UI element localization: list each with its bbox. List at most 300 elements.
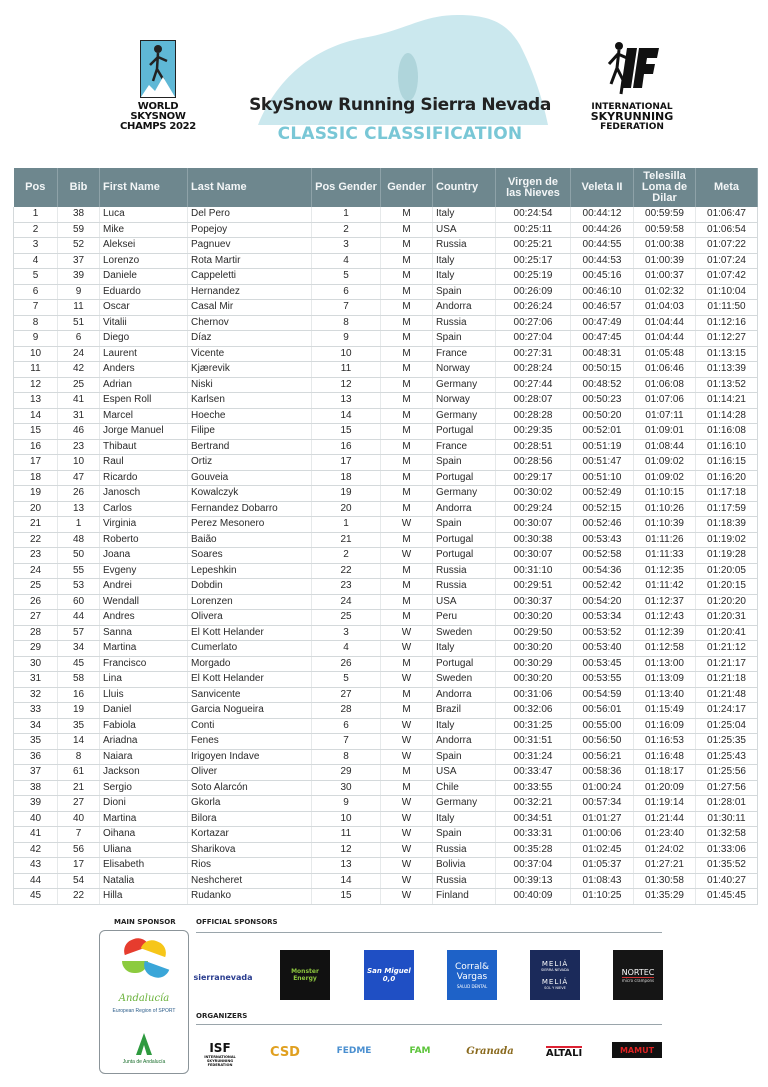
cell-pos: 23 [14, 548, 58, 564]
cell-veleta-ii: 00:53:34 [571, 610, 634, 626]
cell-meta: 01:40:27 [696, 873, 758, 889]
cell-bib: 14 [58, 734, 100, 750]
cell-telesilla: 01:19:14 [634, 796, 696, 812]
cell-first-name: Diego [100, 331, 188, 347]
cell-country: Portugal [433, 532, 496, 548]
cell-telesilla: 01:04:03 [634, 300, 696, 316]
main-sponsor-box [99, 930, 189, 1074]
cell-pos: 1 [14, 207, 58, 222]
col-header-virgen-de-las-nieves[interactable]: Virgen de las Nieves [496, 168, 571, 207]
cell-virgen-de-las-nieves: 00:30:29 [496, 656, 571, 672]
cell-meta: 01:27:56 [696, 780, 758, 796]
cell-bib: 22 [58, 889, 100, 905]
table-row [14, 532, 758, 548]
table-row [14, 315, 758, 331]
cell-meta: 01:20:41 [696, 625, 758, 641]
organizers-divider [196, 1024, 662, 1025]
table-row [14, 734, 758, 750]
cell-virgen-de-las-nieves: 00:39:13 [496, 873, 571, 889]
cell-veleta-ii: 00:44:53 [571, 253, 634, 269]
cell-first-name: Lorenzo [100, 253, 188, 269]
cell-last-name: Popejoy [188, 222, 312, 238]
cell-pos: 17 [14, 455, 58, 471]
cell-first-name: Andrei [100, 579, 188, 595]
cell-virgen-de-las-nieves: 00:33:31 [496, 827, 571, 843]
cell-country: Spain [433, 284, 496, 300]
organizer-isf[interactable] [198, 1030, 242, 1078]
table-row [14, 718, 758, 734]
cell-meta: 01:20:05 [696, 563, 758, 579]
cell-veleta-ii: 00:58:36 [571, 765, 634, 781]
cell-gender: W [381, 641, 433, 657]
cell-meta: 01:25:43 [696, 749, 758, 765]
table-row [14, 470, 758, 486]
cell-country: Italy [433, 269, 496, 285]
cell-meta: 01:21:18 [696, 672, 758, 688]
cell-pos-gender: 1 [312, 207, 381, 222]
cell-virgen-de-las-nieves: 00:29:17 [496, 470, 571, 486]
cell-first-name: Ariadna [100, 734, 188, 750]
cell-country: Italy [433, 811, 496, 827]
cell-pos-gender: 28 [312, 703, 381, 719]
cell-pos: 13 [14, 393, 58, 409]
table-row [14, 238, 758, 254]
cell-pos: 33 [14, 703, 58, 719]
cell-bib: 59 [58, 222, 100, 238]
cell-pos: 40 [14, 811, 58, 827]
cell-pos-gender: 12 [312, 377, 381, 393]
cell-last-name: Rudanko [188, 889, 312, 905]
cell-virgen-de-las-nieves: 00:28:51 [496, 439, 571, 455]
cell-pos-gender: 8 [312, 315, 381, 331]
table-row [14, 811, 758, 827]
organizer-fedme[interactable] [330, 1030, 378, 1072]
cell-last-name: Ortiz [188, 455, 312, 471]
cell-last-name: Gkorla [188, 796, 312, 812]
cell-veleta-ii: 00:50:20 [571, 408, 634, 424]
csd-logo: CSD [270, 1044, 300, 1060]
table-row [14, 703, 758, 719]
cell-country: Italy [433, 641, 496, 657]
cell-virgen-de-las-nieves: 00:30:07 [496, 548, 571, 564]
cell-last-name: Cumerlato [188, 641, 312, 657]
cell-veleta-ii: 00:54:20 [571, 594, 634, 610]
cell-virgen-de-las-nieves: 00:33:55 [496, 780, 571, 796]
cell-telesilla: 01:15:49 [634, 703, 696, 719]
cell-pos-gender: 14 [312, 408, 381, 424]
cell-gender: M [381, 455, 433, 471]
cell-country: Spain [433, 455, 496, 471]
sponsor-nortec[interactable] [613, 950, 663, 1000]
page-subtitle: CLASSIC CLASSIFICATION [277, 124, 523, 144]
cell-telesilla: 01:11:33 [634, 548, 696, 564]
cell-last-name: Perez Mesonero [188, 517, 312, 533]
cell-pos-gender: 7 [312, 734, 381, 750]
cell-pos-gender: 4 [312, 253, 381, 269]
cell-first-name: Luca [100, 207, 188, 222]
cell-telesilla: 01:23:40 [634, 827, 696, 843]
cell-veleta-ii: 00:52:42 [571, 579, 634, 595]
logo-line-skysnow: SKYSNOW [130, 111, 186, 122]
cell-telesilla: 01:16:09 [634, 718, 696, 734]
cell-telesilla: 01:12:35 [634, 563, 696, 579]
cell-meta: 01:17:18 [696, 486, 758, 502]
cell-gender: W [381, 858, 433, 874]
table-row [14, 765, 758, 781]
table-row [14, 656, 758, 672]
granada-logo: Granada [466, 1045, 514, 1057]
cell-meta: 01:20:31 [696, 610, 758, 626]
cell-pos-gender: 30 [312, 780, 381, 796]
cell-bib: 7 [58, 827, 100, 843]
cell-country: Brazil [433, 703, 496, 719]
cell-veleta-ii: 00:44:12 [571, 207, 634, 222]
cell-country: Portugal [433, 470, 496, 486]
cell-pos-gender: 6 [312, 284, 381, 300]
cell-pos: 26 [14, 594, 58, 610]
cell-gender: M [381, 532, 433, 548]
cell-veleta-ii: 00:54:36 [571, 563, 634, 579]
cell-telesilla: 01:06:08 [634, 377, 696, 393]
page-header [0, 0, 768, 165]
cell-country: Andorra [433, 300, 496, 316]
col-header-pos[interactable]: Pos [14, 168, 58, 207]
cell-first-name: Janosch [100, 486, 188, 502]
cell-pos: 36 [14, 749, 58, 765]
cell-last-name: Conti [188, 718, 312, 734]
cell-pos-gender: 2 [312, 548, 381, 564]
organizer-fam[interactable] [396, 1030, 444, 1072]
col-header-telesilla[interactable]: Telesilla Loma de Dilar [634, 168, 696, 207]
cell-virgen-de-las-nieves: 00:30:07 [496, 517, 571, 533]
organizer-altali[interactable] [538, 1037, 590, 1067]
cell-meta: 01:20:20 [696, 594, 758, 610]
cell-last-name: Fernandez Dobarro [188, 501, 312, 517]
cell-last-name: El Kott Helander [188, 672, 312, 688]
table-row [14, 408, 758, 424]
cell-veleta-ii: 00:54:59 [571, 687, 634, 703]
table-row [14, 873, 758, 889]
cell-last-name: Díaz [188, 331, 312, 347]
col-header-meta[interactable]: Meta [696, 168, 758, 207]
cell-veleta-ii: 00:45:16 [571, 269, 634, 285]
cell-gender: W [381, 796, 433, 812]
cell-country: Italy [433, 207, 496, 222]
cell-first-name: Aleksei [100, 238, 188, 254]
cell-veleta-ii: 00:50:15 [571, 362, 634, 378]
cell-virgen-de-las-nieves: 00:27:04 [496, 331, 571, 347]
organizer-csd[interactable] [258, 1037, 312, 1067]
cell-gender: M [381, 300, 433, 316]
cell-country: Russia [433, 873, 496, 889]
cell-telesilla: 01:06:46 [634, 362, 696, 378]
cell-first-name: Raul [100, 455, 188, 471]
cell-first-name: Uliana [100, 842, 188, 858]
cell-first-name: Espen Roll [100, 393, 188, 409]
cell-veleta-ii: 00:44:26 [571, 222, 634, 238]
cell-meta: 01:07:42 [696, 269, 758, 285]
cell-gender: M [381, 408, 433, 424]
cell-veleta-ii: 01:00:06 [571, 827, 634, 843]
cell-pos: 18 [14, 470, 58, 486]
col-header-gender[interactable]: Gender [381, 168, 433, 207]
cell-first-name: Thibaut [100, 439, 188, 455]
cell-telesilla: 01:10:15 [634, 486, 696, 502]
cell-last-name: Hernandez [188, 284, 312, 300]
cell-gender: M [381, 470, 433, 486]
cell-bib: 35 [58, 718, 100, 734]
table-row [14, 269, 758, 285]
col-header-last-name[interactable]: Last Name [188, 168, 312, 207]
cell-pos: 10 [14, 346, 58, 362]
fam-logo: FAM [409, 1046, 431, 1056]
cell-first-name: Daniele [100, 269, 188, 285]
sponsor-monster-energy[interactable] [280, 950, 330, 1000]
cell-pos: 25 [14, 579, 58, 595]
cell-bib: 1 [58, 517, 100, 533]
cell-first-name: Marcel [100, 408, 188, 424]
cell-telesilla: 01:07:11 [634, 408, 696, 424]
cell-gender: W [381, 827, 433, 843]
cell-last-name: Soto Alarcón [188, 780, 312, 796]
cell-veleta-ii: 00:57:34 [571, 796, 634, 812]
table-row [14, 222, 758, 238]
cell-gender: M [381, 610, 433, 626]
cell-gender: M [381, 563, 433, 579]
cell-pos-gender: 10 [312, 811, 381, 827]
cell-telesilla: 01:07:06 [634, 393, 696, 409]
cell-virgen-de-las-nieves: 00:25:17 [496, 253, 571, 269]
cell-virgen-de-las-nieves: 00:27:44 [496, 377, 571, 393]
fedme-logo: FEDME [336, 1046, 372, 1056]
cell-meta: 01:35:52 [696, 858, 758, 874]
cell-gender: W [381, 889, 433, 905]
cell-first-name: Dioni [100, 796, 188, 812]
cell-pos-gender: 26 [312, 656, 381, 672]
cell-pos: 22 [14, 532, 58, 548]
cell-last-name: Niski [188, 377, 312, 393]
table-row [14, 331, 758, 347]
cell-virgen-de-las-nieves: 00:30:20 [496, 610, 571, 626]
cell-virgen-de-las-nieves: 00:25:11 [496, 222, 571, 238]
melia-sub-1: SIERRA NEVADA [540, 968, 570, 972]
cell-bib: 24 [58, 346, 100, 362]
cell-country: Portugal [433, 424, 496, 440]
cell-virgen-de-las-nieves: 00:35:28 [496, 842, 571, 858]
cell-last-name: Rota Martir [188, 253, 312, 269]
cell-veleta-ii: 00:53:40 [571, 641, 634, 657]
cell-bib: 13 [58, 501, 100, 517]
sponsor-sierra-nevada[interactable] [193, 962, 253, 992]
cell-pos: 35 [14, 734, 58, 750]
cell-telesilla: 01:11:42 [634, 579, 696, 595]
col-header-pos-gender[interactable]: Pos Gender [312, 168, 381, 207]
cell-pos: 11 [14, 362, 58, 378]
cell-bib: 10 [58, 455, 100, 471]
cell-last-name: Del Pero [188, 207, 312, 222]
logo-line-skyrunning: SKYRUNNING [590, 110, 674, 123]
cell-pos: 3 [14, 238, 58, 254]
cell-pos-gender: 24 [312, 594, 381, 610]
cell-veleta-ii: 01:08:43 [571, 873, 634, 889]
cell-bib: 53 [58, 579, 100, 595]
cell-pos-gender: 25 [312, 610, 381, 626]
cell-last-name: Sanvicente [188, 687, 312, 703]
cell-veleta-ii: 00:44:55 [571, 238, 634, 254]
table-row [14, 300, 758, 316]
table-row [14, 377, 758, 393]
cell-telesilla: 01:10:26 [634, 501, 696, 517]
cell-last-name: Lepeshkin [188, 563, 312, 579]
cell-first-name: Anders [100, 362, 188, 378]
cell-gender: W [381, 811, 433, 827]
cell-country: Germany [433, 796, 496, 812]
cell-meta: 01:30:11 [696, 811, 758, 827]
san-miguel-logo: San Miguel 0,0 [367, 967, 411, 983]
cell-bib: 26 [58, 486, 100, 502]
sponsor-corral-vargas[interactable] [447, 950, 497, 1000]
cell-country: Sweden [433, 672, 496, 688]
cell-veleta-ii: 01:10:25 [571, 889, 634, 905]
corral-vargas-sub: SALUD DENTAL [456, 983, 488, 989]
results-table [13, 168, 758, 905]
cell-pos-gender: 23 [312, 579, 381, 595]
cell-last-name: Chernov [188, 315, 312, 331]
cell-last-name: Filipe [188, 424, 312, 440]
table-row [14, 827, 758, 843]
col-header-bib[interactable]: Bib [58, 168, 100, 207]
cell-bib: 56 [58, 842, 100, 858]
cell-pos-gender: 6 [312, 718, 381, 734]
monster-energy-logo: Monster Energy [291, 968, 319, 982]
cell-country: Spain [433, 827, 496, 843]
col-header-veleta-ii[interactable]: Veleta II [571, 168, 634, 207]
nortec-logo: NORTEC [621, 967, 655, 977]
col-header-country[interactable]: Country [433, 168, 496, 207]
cell-virgen-de-las-nieves: 00:27:31 [496, 346, 571, 362]
cell-gender: M [381, 269, 433, 285]
cell-telesilla: 01:08:44 [634, 439, 696, 455]
cell-telesilla: 01:00:39 [634, 253, 696, 269]
organizers-label: ORGANIZERS [196, 1012, 248, 1020]
cell-last-name: Hoeche [188, 408, 312, 424]
cell-virgen-de-las-nieves: 00:29:24 [496, 501, 571, 517]
cell-first-name: Lluis [100, 687, 188, 703]
sponsor-melia[interactable] [530, 950, 580, 1000]
cell-first-name: Adrian [100, 377, 188, 393]
cell-bib: 34 [58, 641, 100, 657]
cell-meta: 01:13:15 [696, 346, 758, 362]
cell-first-name: Daniel [100, 703, 188, 719]
table-row [14, 796, 758, 812]
cell-meta: 01:07:22 [696, 238, 758, 254]
cell-last-name: Kowalczyk [188, 486, 312, 502]
table-row [14, 362, 758, 378]
cell-first-name: Joana [100, 548, 188, 564]
cell-first-name: Carlos [100, 501, 188, 517]
cell-meta: 01:06:54 [696, 222, 758, 238]
cell-country: USA [433, 765, 496, 781]
cell-telesilla: 01:24:02 [634, 842, 696, 858]
cell-pos: 45 [14, 889, 58, 905]
cell-pos-gender: 11 [312, 827, 381, 843]
cell-virgen-de-las-nieves: 00:32:06 [496, 703, 571, 719]
cell-gender: W [381, 749, 433, 765]
cell-telesilla: 01:11:26 [634, 532, 696, 548]
cell-pos-gender: 19 [312, 486, 381, 502]
cell-first-name: Roberto [100, 532, 188, 548]
cell-first-name: Laurent [100, 346, 188, 362]
cell-pos: 28 [14, 625, 58, 641]
cell-gender: M [381, 687, 433, 703]
cell-pos-gender: 11 [312, 362, 381, 378]
organizer-mamut[interactable] [612, 1042, 662, 1058]
cell-country: Russia [433, 563, 496, 579]
cell-bib: 27 [58, 796, 100, 812]
cell-first-name: Sergio [100, 780, 188, 796]
cell-bib: 25 [58, 377, 100, 393]
cell-first-name: Virginia [100, 517, 188, 533]
cell-telesilla: 01:00:37 [634, 269, 696, 285]
sponsor-san-miguel[interactable] [364, 950, 414, 1000]
cell-virgen-de-las-nieves: 00:29:35 [496, 424, 571, 440]
cell-meta: 01:14:21 [696, 393, 758, 409]
cell-meta: 01:16:15 [696, 455, 758, 471]
cell-gender: M [381, 393, 433, 409]
organizer-granada[interactable] [462, 1030, 518, 1072]
cell-veleta-ii: 00:48:31 [571, 346, 634, 362]
world-skysnow-champs-logo [118, 40, 198, 140]
cell-country: Finland [433, 889, 496, 905]
cell-veleta-ii: 00:55:00 [571, 718, 634, 734]
cell-meta: 01:21:48 [696, 687, 758, 703]
cell-gender: M [381, 439, 433, 455]
cell-gender: W [381, 842, 433, 858]
cell-bib: 6 [58, 331, 100, 347]
cell-bib: 16 [58, 687, 100, 703]
melia-logo: MELIÁ [541, 960, 569, 968]
cell-veleta-ii: 00:53:52 [571, 625, 634, 641]
cell-country: USA [433, 594, 496, 610]
cell-first-name: Elisabeth [100, 858, 188, 874]
cell-country: Portugal [433, 548, 496, 564]
melia-sub-2: SOL Y NIEVE [544, 986, 566, 990]
cell-gender: M [381, 331, 433, 347]
cell-first-name: Fabiola [100, 718, 188, 734]
cell-gender: M [381, 207, 433, 222]
cell-telesilla: 00:59:59 [634, 207, 696, 222]
cell-meta: 01:25:56 [696, 765, 758, 781]
cell-virgen-de-las-nieves: 00:33:47 [496, 765, 571, 781]
cell-last-name: Casal Mir [188, 300, 312, 316]
cell-veleta-ii: 00:51:10 [571, 470, 634, 486]
cell-virgen-de-las-nieves: 00:29:50 [496, 625, 571, 641]
cell-first-name: Eduardo [100, 284, 188, 300]
cell-pos: 9 [14, 331, 58, 347]
cell-meta: 01:07:24 [696, 253, 758, 269]
cell-country: Spain [433, 749, 496, 765]
nortec-sub: micro crampons [621, 977, 655, 983]
isf-logo [582, 40, 682, 140]
cell-bib: 52 [58, 238, 100, 254]
cell-first-name: Oihana [100, 827, 188, 843]
col-header-first-name[interactable]: First Name [100, 168, 188, 207]
cell-pos-gender: 27 [312, 687, 381, 703]
cell-gender: M [381, 501, 433, 517]
cell-country: Spain [433, 331, 496, 347]
cell-gender: M [381, 284, 433, 300]
cell-pos-gender: 14 [312, 873, 381, 889]
